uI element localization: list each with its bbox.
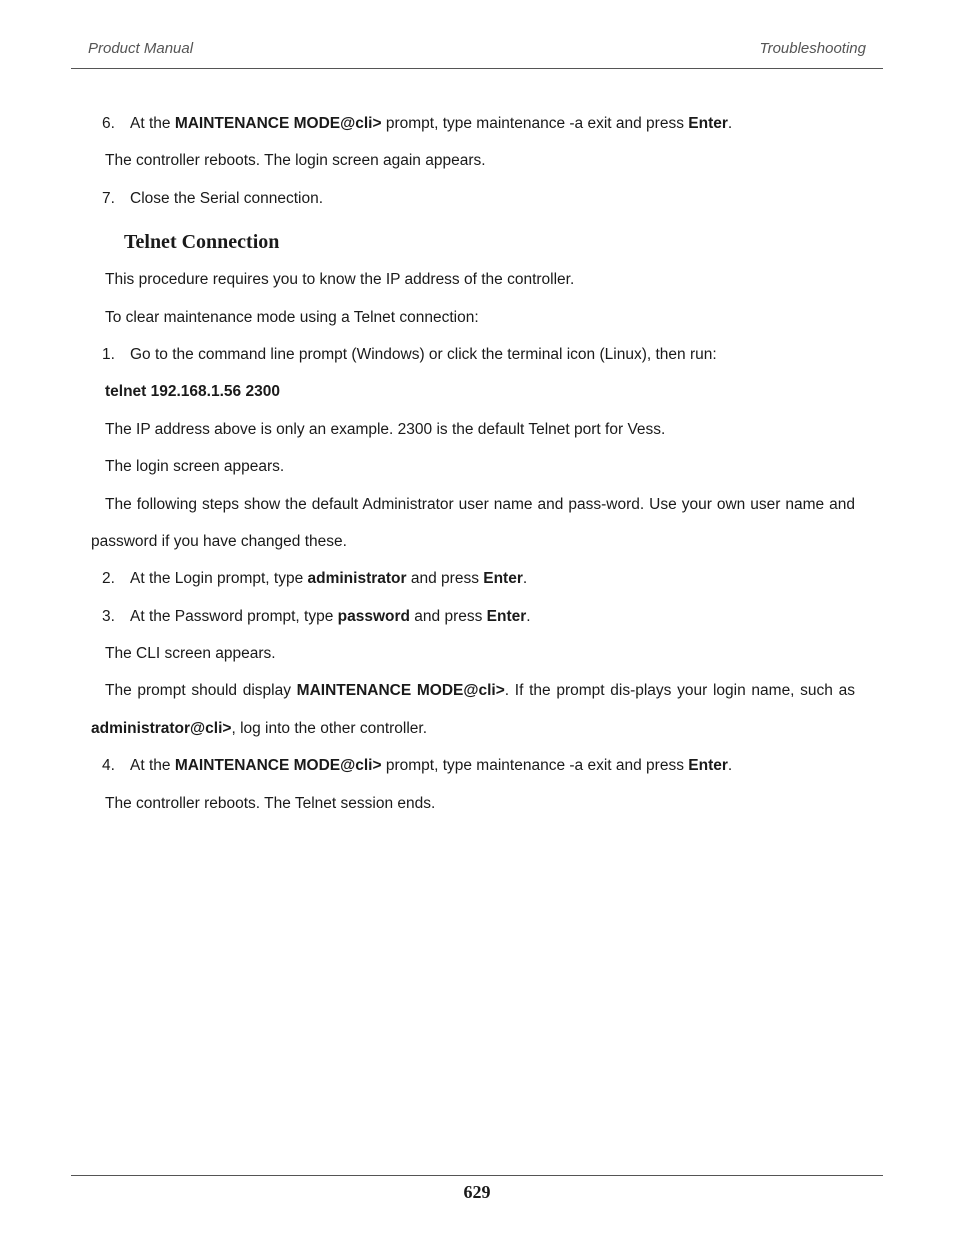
paragraph: The controller reboots. The login screen again appears. [105, 152, 486, 170]
step-number: 3. [102, 607, 115, 625]
paragraph: The login screen appears. [105, 458, 285, 476]
footer-rule [71, 1175, 883, 1176]
paragraph: The CLI screen appears. [105, 645, 276, 663]
telnet-step-4: 4. At the MAINTENANCE MODE@cli> prompt, type maintenance -a exit and press Enter. [102, 757, 733, 775]
step-number: 6. [102, 115, 115, 132]
key-name: Enter [688, 757, 728, 775]
username-text: administrator [307, 570, 407, 588]
password-text: password [337, 607, 410, 625]
paragraph: To clear maintenance mode using a Telnet connection: [105, 308, 479, 326]
paragraph: The controller reboots. The Telnet session ends. [105, 794, 436, 812]
page-number: 629 [463, 1182, 491, 1202]
paragraph-line: The following steps show the default Administrator user name and pass-word. Use your own user name and [105, 495, 855, 513]
step-7: 7. Close the Serial connection. [102, 189, 324, 207]
running-header-left: Product Manual [88, 40, 194, 57]
telnet-step-3: 3. At the Password prompt, type password and press Enter. [102, 607, 531, 625]
telnet-step-2: 2. At the Login prompt, type administrator and press Enter. [102, 570, 528, 588]
command-line [91, 382, 855, 419]
paragraph: This procedure requires you to know the IP address of the controller. [105, 271, 575, 289]
paragraph-line: The prompt should display MAINTENANCE MODE@cli>. If the prompt dis-plays your login name, such as [105, 682, 855, 700]
key-name: Enter [486, 607, 527, 625]
telnet-step-1: 1. Go to the command line prompt (Windows) or click the terminal icon (Linux), then run: [102, 345, 717, 363]
step-number: 1. [102, 345, 115, 363]
page-body [91, 114, 855, 831]
paragraph: The IP address above is only an example. 2300 is the default Telnet port for Vess. [105, 420, 666, 438]
step-6: 6. At the MAINTENANCE MODE@cli> prompt, type maintenance -a exit and press Enter. [102, 115, 733, 132]
key-name: Enter [688, 115, 728, 132]
prompt-text: MAINTENANCE MODE@cli> [174, 757, 382, 775]
login-name-text: administrator@cli> [91, 719, 232, 737]
paragraph-line: administrator@cli>, log into the other controller. [91, 719, 428, 737]
step-number: 4. [102, 757, 115, 775]
header-rule [71, 68, 883, 69]
paragraph-line: password if you have changed these. [91, 532, 347, 550]
step-number: 2. [102, 570, 115, 588]
prompt-text: MAINTENANCE MODE@cli> [296, 682, 505, 700]
running-header-right: Troubleshooting [759, 40, 866, 57]
step-number: 7. [102, 189, 115, 207]
prompt-text: MAINTENANCE MODE@cli> [174, 115, 382, 132]
key-name: Enter [483, 570, 523, 588]
section-heading: Telnet Connection [124, 231, 280, 254]
telnet-command: telnet 192.168.1.56 2300 [105, 383, 280, 401]
